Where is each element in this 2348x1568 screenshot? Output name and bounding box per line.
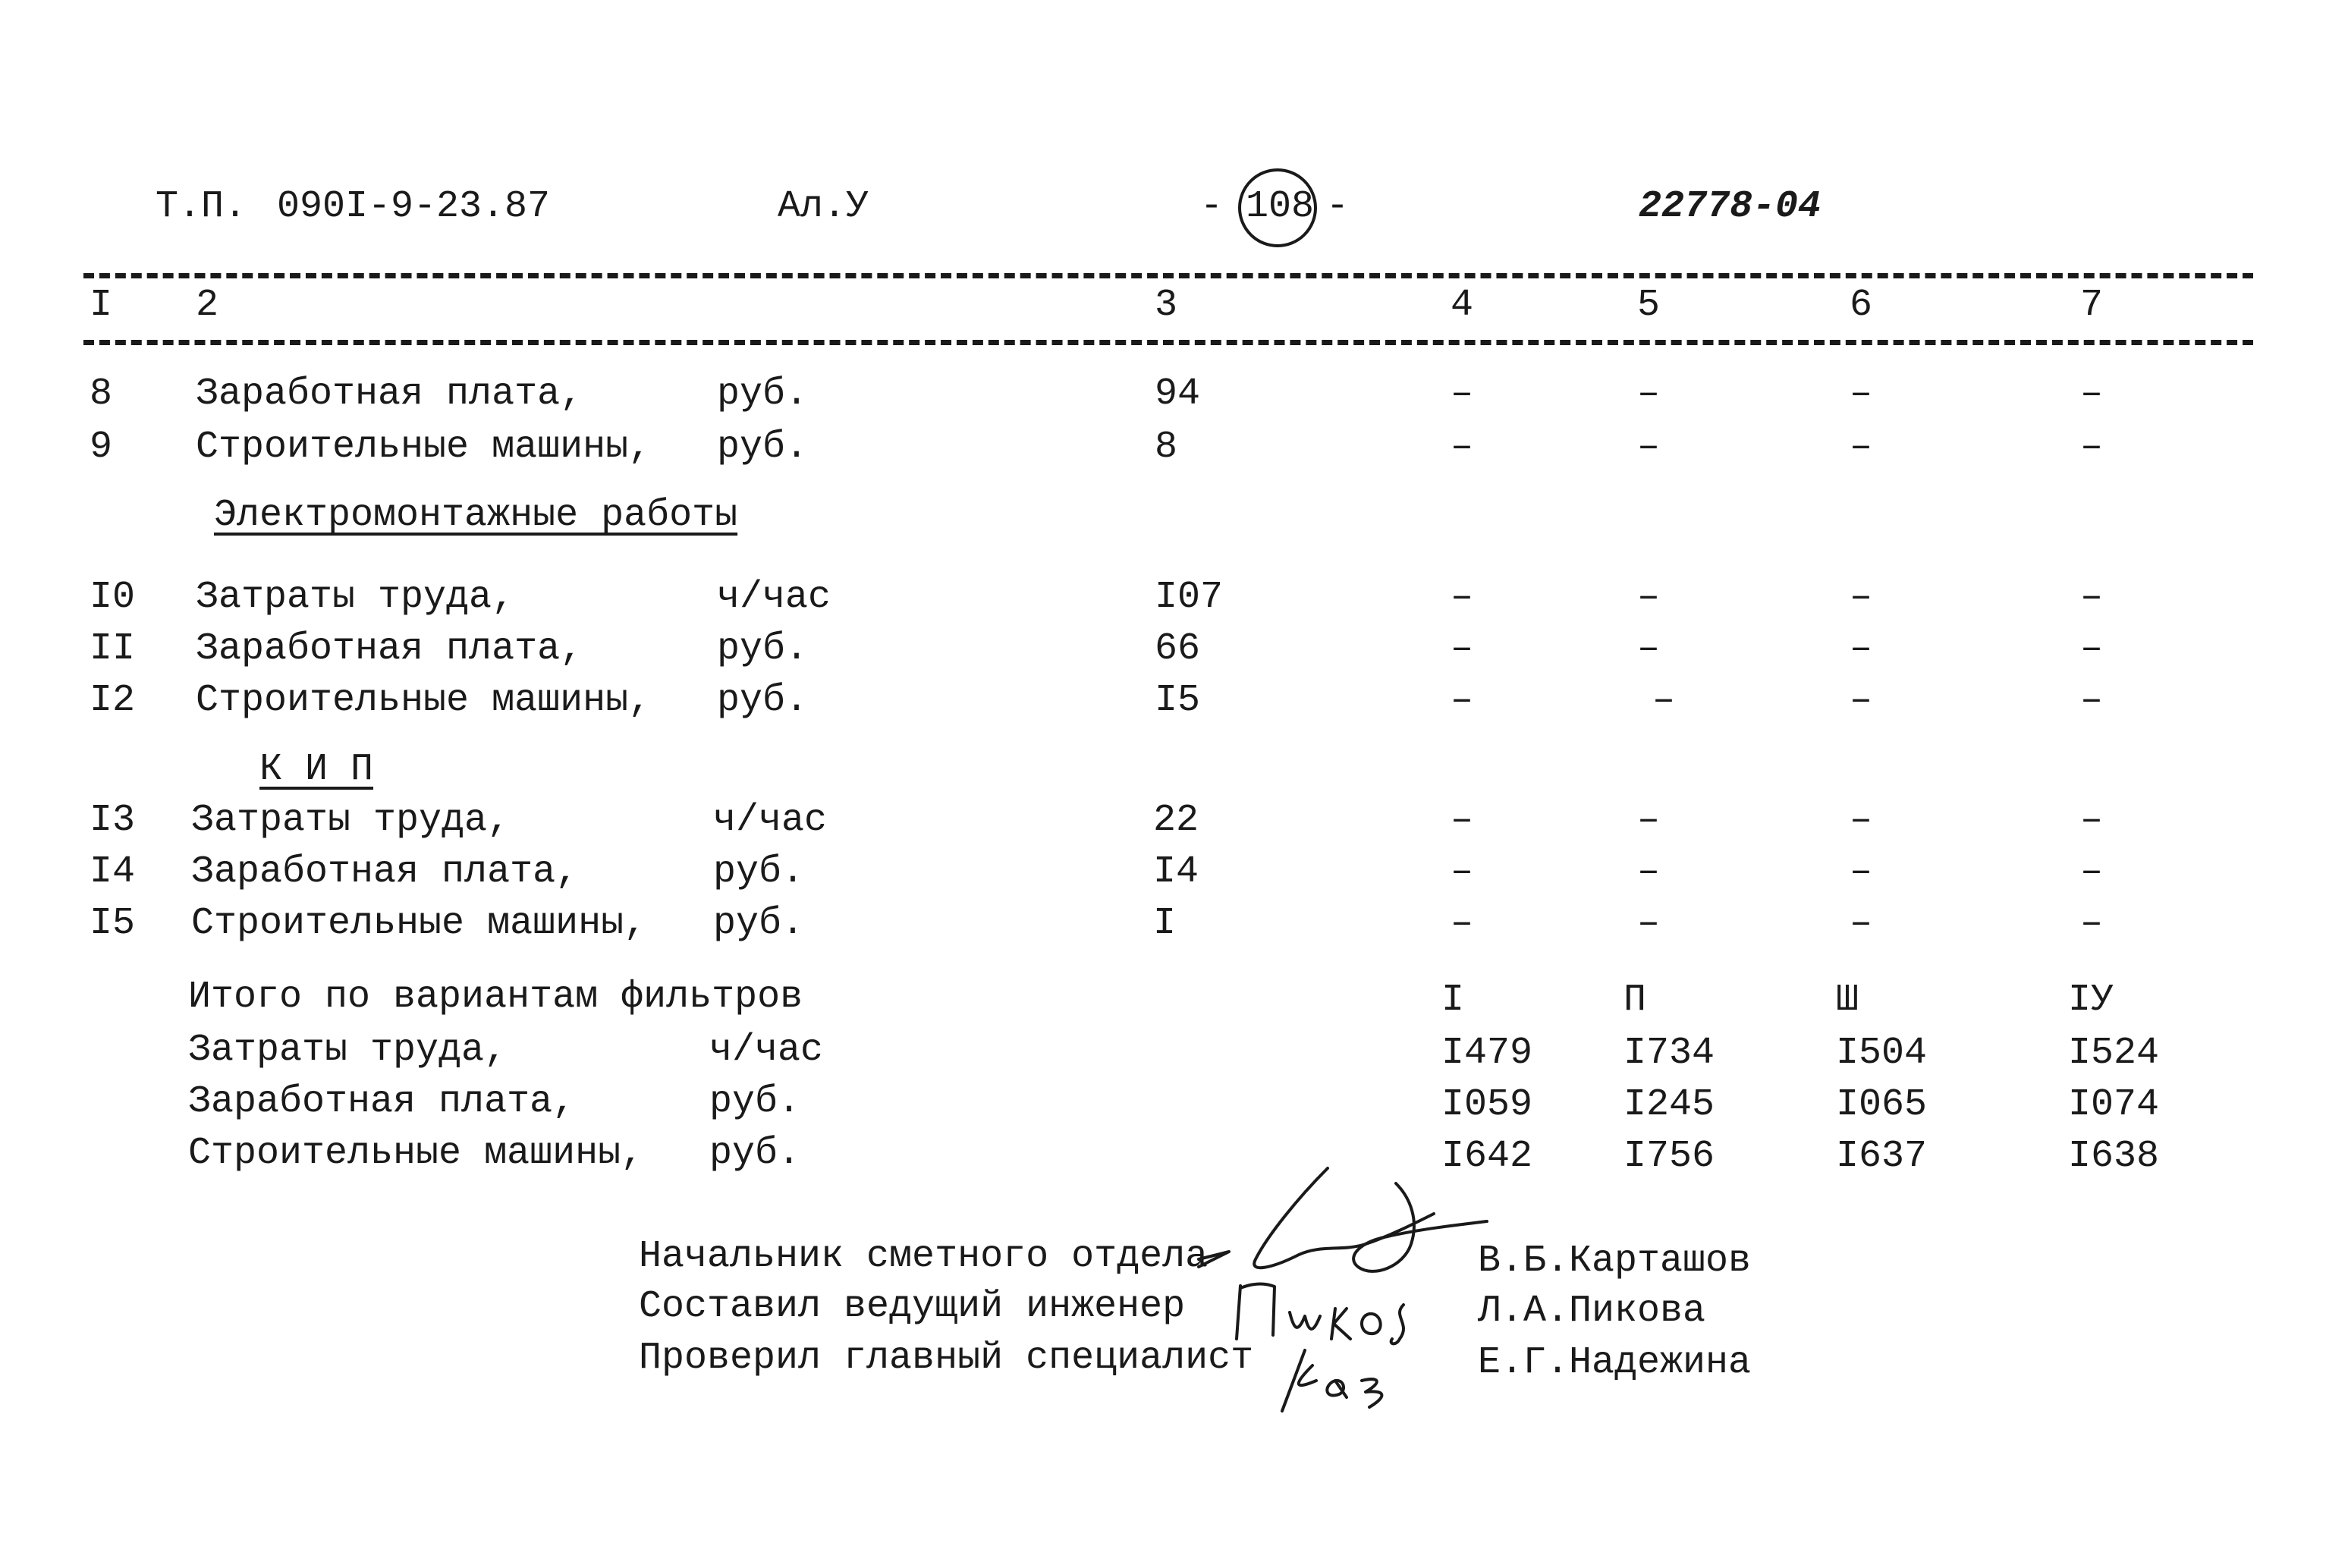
totals-value: I734 (1623, 1032, 1715, 1075)
totals-variant: П (1623, 979, 1647, 1022)
col-header-3: 3 (1155, 284, 1178, 327)
row-unit: руб. (717, 627, 809, 671)
row-col7: – (2080, 627, 2104, 671)
col-header-4: 4 (1451, 284, 1474, 327)
row-value: 22 (1153, 799, 1199, 842)
project-code: 090I-9-23.87 (277, 185, 551, 228)
section-title-kip: К И П (259, 748, 374, 791)
signature-role: Начальник сметного отдела (639, 1235, 1209, 1278)
row-col4: – (1451, 426, 1474, 469)
row-col5: – (1637, 426, 1661, 469)
row-number: I2 (90, 679, 136, 722)
totals-row-unit: руб. (709, 1132, 801, 1175)
row-value: 94 (1155, 372, 1201, 416)
row-col7: – (2080, 426, 2104, 469)
row-value: 8 (1155, 426, 1178, 469)
page-number: 108 (1246, 185, 1315, 228)
page-dash-right: - (1326, 185, 1350, 228)
totals-variant: Ш (1836, 979, 1859, 1022)
totals-row-unit: руб. (709, 1080, 801, 1123)
row-value: I4 (1153, 850, 1199, 894)
row-number: 9 (90, 426, 113, 469)
totals-value: I479 (1441, 1032, 1533, 1075)
totals-row-name: Строительные машины, (188, 1132, 644, 1175)
row-unit: руб. (717, 426, 809, 469)
signature-name: Л.А.Пикова (1478, 1290, 1706, 1333)
signature-3-k (1282, 1350, 1316, 1411)
row-col5: – (1637, 902, 1661, 945)
row-number: I4 (90, 850, 136, 894)
signature-3-z (1362, 1379, 1381, 1407)
totals-value: I504 (1836, 1032, 1928, 1075)
col-header-5: 5 (1637, 284, 1661, 327)
row-name: Строительные машины, (196, 679, 652, 722)
col-header-7: 7 (2080, 284, 2104, 327)
totals-value: I642 (1441, 1135, 1533, 1178)
row-col7: – (2080, 576, 2104, 619)
row-value: I (1153, 902, 1177, 945)
totals-row-name: Заработная плата, (188, 1080, 576, 1123)
totals-title: Итого по вариантам фильтров (188, 976, 803, 1019)
row-unit: руб. (717, 679, 809, 722)
totals-variant: IУ (2068, 979, 2114, 1022)
row-unit: ч/час (717, 576, 831, 619)
row-number: I0 (90, 576, 136, 619)
row-name: Заработная плата, (191, 850, 579, 894)
row-unit: руб. (717, 372, 809, 416)
row-col6: – (1850, 902, 1873, 945)
series-label: Т.П. (156, 185, 247, 228)
row-value: I07 (1155, 576, 1224, 619)
signature-1-tick (1199, 1252, 1229, 1267)
row-col6: – (1850, 627, 1873, 671)
signature-1-loop (1353, 1183, 1487, 1271)
totals-value: I059 (1441, 1083, 1533, 1127)
signature-2-i (1290, 1312, 1320, 1329)
totals-value: I245 (1623, 1083, 1715, 1127)
row-col4: – (1451, 850, 1474, 894)
row-col4: – (1451, 799, 1474, 842)
row-name: Затраты труда, (191, 799, 511, 842)
row-col7: – (2080, 679, 2104, 722)
row-col4: – (1451, 576, 1474, 619)
row-col6: – (1850, 850, 1873, 894)
row-name: Заработная плата, (196, 372, 583, 416)
row-col6: – (1850, 372, 1873, 416)
totals-value: I638 (2068, 1135, 2160, 1178)
row-col4: – (1451, 372, 1474, 416)
row-number: 8 (90, 372, 113, 416)
page-dash-left: - (1200, 185, 1224, 228)
signature-3-a (1327, 1381, 1347, 1397)
row-value: I5 (1155, 679, 1201, 722)
row-col5: – (1637, 850, 1661, 894)
row-col5: – (1652, 679, 1676, 722)
signature-2-s (1391, 1305, 1403, 1343)
section-title-electrical: Электромонтажные работы (214, 494, 738, 537)
row-number: II (90, 627, 136, 671)
row-col7: – (2080, 850, 2104, 894)
row-name: Затраты труда, (196, 576, 515, 619)
col-header-1: I (90, 284, 113, 327)
totals-value: I524 (2068, 1032, 2160, 1075)
row-col4: – (1451, 679, 1474, 722)
totals-row-name: Затраты труда, (188, 1029, 508, 1072)
row-number: I5 (90, 902, 136, 945)
signature-role: Проверил главный специалист (639, 1337, 1254, 1380)
row-number: I3 (90, 799, 136, 842)
signature-name: В.Б.Карташов (1478, 1240, 1752, 1283)
row-name: Строительные машины, (196, 426, 652, 469)
totals-value: I637 (1836, 1135, 1928, 1178)
row-col4: – (1451, 627, 1474, 671)
row-col7: – (2080, 902, 2104, 945)
header-rule-bottom (83, 340, 2253, 345)
totals-row-unit: ч/час (709, 1029, 824, 1072)
signature-role: Составил ведущий инженер (639, 1285, 1186, 1328)
row-name: Заработная плата, (196, 627, 583, 671)
row-col6: – (1850, 426, 1873, 469)
totals-value: I065 (1836, 1083, 1928, 1127)
row-col5: – (1637, 372, 1661, 416)
row-unit: руб. (713, 902, 805, 945)
signature-name: Е.Г.Надежина (1478, 1341, 1752, 1384)
totals-variant: I (1441, 979, 1465, 1022)
col-header-6: 6 (1850, 284, 1873, 327)
signature-2-o (1362, 1314, 1381, 1334)
row-unit: ч/час (713, 799, 828, 842)
totals-value: I074 (2068, 1083, 2160, 1127)
row-col4: – (1451, 902, 1474, 945)
row-name: Строительные машины, (191, 902, 647, 945)
document-number: 22778-04 (1639, 185, 1822, 228)
row-col7: – (2080, 372, 2104, 416)
row-unit: руб. (713, 850, 805, 894)
signature-2-k (1331, 1309, 1350, 1339)
row-col6: – (1850, 576, 1873, 619)
handwritten-signatures (1183, 1153, 1502, 1419)
row-value: 66 (1155, 627, 1201, 671)
col-header-2: 2 (196, 284, 219, 327)
totals-value: I756 (1623, 1135, 1715, 1178)
row-col5: – (1637, 576, 1661, 619)
row-col5: – (1637, 799, 1661, 842)
header-rule-top (83, 273, 2253, 278)
row-col5: – (1637, 627, 1661, 671)
row-col7: – (2080, 799, 2104, 842)
row-col6: – (1850, 679, 1873, 722)
row-col6: – (1850, 799, 1873, 842)
album-label: Ал.У (778, 185, 869, 228)
signature-2-p (1237, 1284, 1275, 1340)
